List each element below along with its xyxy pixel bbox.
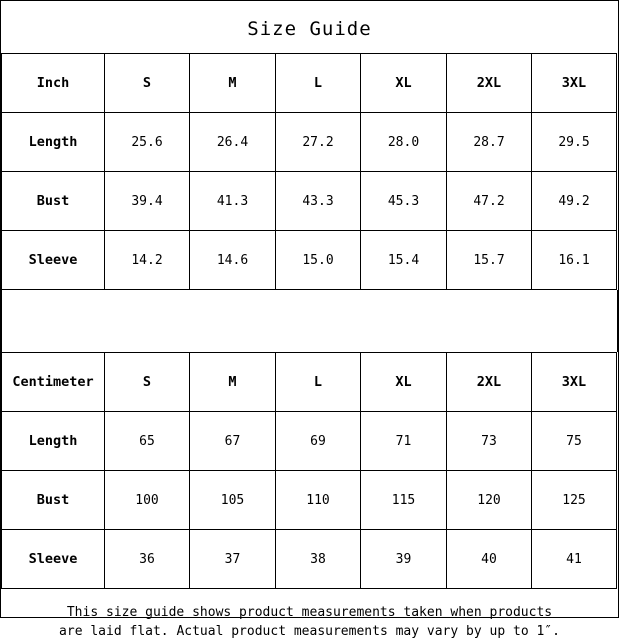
cell-value: 45.3 bbox=[361, 172, 447, 231]
column-header-m: M bbox=[190, 54, 276, 113]
unit-label: Inch bbox=[2, 54, 105, 113]
cell-value: 71 bbox=[361, 412, 447, 471]
table-row bbox=[2, 172, 617, 231]
cell-value: 25.6 bbox=[105, 113, 190, 172]
table-header-row bbox=[2, 353, 617, 412]
cell-value: 69 bbox=[276, 412, 361, 471]
column-header-3xl: 3XL bbox=[532, 54, 617, 113]
table-row bbox=[2, 412, 617, 471]
cell-value: 28.0 bbox=[361, 113, 447, 172]
cell-value: 26.4 bbox=[190, 113, 276, 172]
row-label-length: Length bbox=[2, 113, 105, 172]
cell-value: 16.1 bbox=[532, 231, 617, 290]
table-spacer bbox=[1, 290, 618, 352]
page-title: Size Guide bbox=[247, 18, 372, 40]
cell-value: 36 bbox=[105, 530, 190, 589]
cell-value: 15.0 bbox=[276, 231, 361, 290]
row-label-length: Length bbox=[2, 412, 105, 471]
cell-value: 37 bbox=[190, 530, 276, 589]
column-header-s: S bbox=[105, 353, 190, 412]
unit-label: Centimeter bbox=[2, 353, 105, 412]
row-label-sleeve: Sleeve bbox=[2, 530, 105, 589]
cell-value: 125 bbox=[532, 471, 617, 530]
cell-value: 14.2 bbox=[105, 231, 190, 290]
table-row bbox=[2, 113, 617, 172]
size-guide-note bbox=[1, 589, 618, 641]
column-header-m: M bbox=[190, 353, 276, 412]
centimeter-size-table bbox=[1, 352, 617, 589]
row-label-bust: Bust bbox=[2, 471, 105, 530]
cell-value: 110 bbox=[276, 471, 361, 530]
table-row bbox=[2, 530, 617, 589]
row-label-sleeve: Sleeve bbox=[2, 231, 105, 290]
cell-value: 65 bbox=[105, 412, 190, 471]
note-line-1: This size guide shows product measurements taken when products bbox=[66, 605, 553, 620]
cell-value: 14.6 bbox=[190, 231, 276, 290]
cell-value: 47.2 bbox=[447, 172, 532, 231]
cell-value: 15.4 bbox=[361, 231, 447, 290]
cell-value: 27.2 bbox=[276, 113, 361, 172]
column-header-xl: XL bbox=[361, 54, 447, 113]
cell-value: 43.3 bbox=[276, 172, 361, 231]
column-header-l: L bbox=[276, 54, 361, 113]
table-header-row bbox=[2, 54, 617, 113]
cell-value: 75 bbox=[532, 412, 617, 471]
cell-value: 41 bbox=[532, 530, 617, 589]
cell-value: 40 bbox=[447, 530, 532, 589]
cell-value: 39 bbox=[361, 530, 447, 589]
cell-value: 39.4 bbox=[105, 172, 190, 231]
cell-value: 15.7 bbox=[447, 231, 532, 290]
cell-value: 115 bbox=[361, 471, 447, 530]
cell-value: 120 bbox=[447, 471, 532, 530]
cell-value: 28.7 bbox=[447, 113, 532, 172]
column-header-2xl: 2XL bbox=[447, 54, 532, 113]
cell-value: 29.5 bbox=[532, 113, 617, 172]
column-header-l: L bbox=[276, 353, 361, 412]
cell-value: 41.3 bbox=[190, 172, 276, 231]
cell-value: 100 bbox=[105, 471, 190, 530]
column-header-s: S bbox=[105, 54, 190, 113]
table-row bbox=[2, 231, 617, 290]
cell-value: 49.2 bbox=[532, 172, 617, 231]
column-header-2xl: 2XL bbox=[447, 353, 532, 412]
column-header-xl: XL bbox=[361, 353, 447, 412]
table-row bbox=[2, 471, 617, 530]
cell-value: 38 bbox=[276, 530, 361, 589]
inch-size-table bbox=[1, 53, 617, 290]
cell-value: 105 bbox=[190, 471, 276, 530]
cell-value: 67 bbox=[190, 412, 276, 471]
row-label-bust: Bust bbox=[2, 172, 105, 231]
note-line-2: are laid flat. Actual product measurements may vary by up to 1″. bbox=[59, 624, 560, 639]
cell-value: 73 bbox=[447, 412, 532, 471]
column-header-3xl: 3XL bbox=[532, 353, 617, 412]
